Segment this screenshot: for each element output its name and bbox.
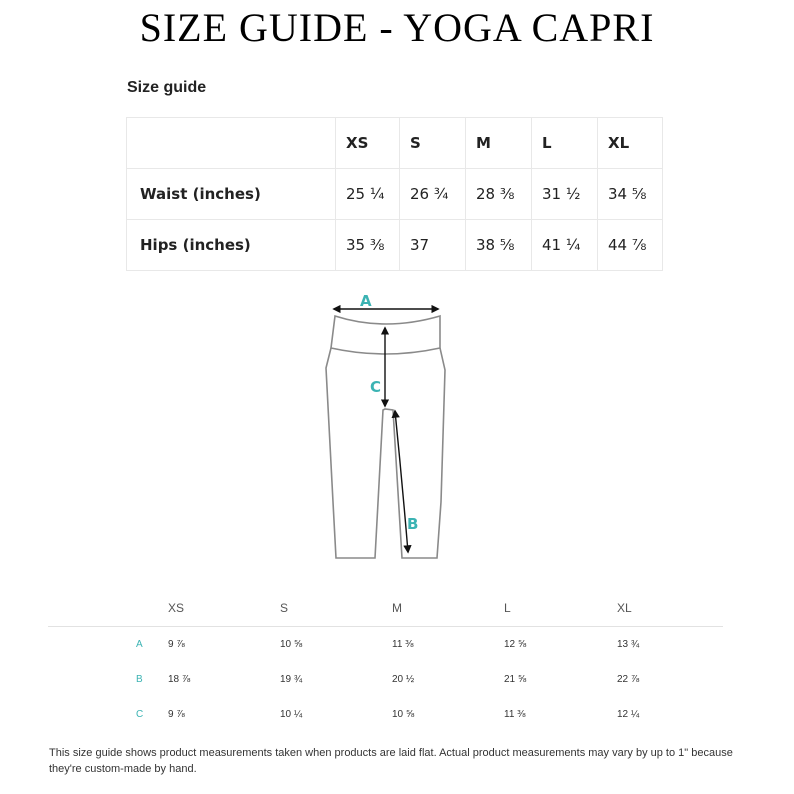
column-header: L: [504, 601, 511, 615]
table-cell: 21 ⅝: [504, 674, 527, 685]
table-cell: 12 ¼: [617, 709, 640, 720]
table-cell: 10 ⅝: [392, 709, 415, 720]
table-cell: 22 ⅞: [617, 674, 640, 685]
column-header: M: [466, 118, 532, 169]
table-cell: 26 ¾: [400, 169, 466, 220]
table-cell: 25 ¼: [336, 169, 400, 220]
size-guide-heading: Size guide: [127, 79, 207, 96]
table-cell: 34 ⅝: [598, 169, 663, 220]
column-header: S: [280, 601, 289, 615]
table-cell: 28 ⅜: [466, 169, 532, 220]
table-cell: 9 ⅞: [168, 709, 185, 720]
row-label: B: [136, 674, 143, 685]
footnote: This size guide shows product measurements taken when products are laid flat. Actual product measurements may vary by up to 1" because they're custom-made by hand.: [49, 747, 733, 775]
table-cell: 11 ⅜: [504, 709, 526, 720]
page-title: SIZE GUIDE - YOGA CAPRI: [139, 5, 655, 50]
column-header: L: [532, 118, 598, 169]
table-row: [0, 707, 794, 727]
table-cell: 37: [400, 220, 466, 271]
table-cell: 20 ½: [392, 674, 415, 685]
table-cell: 10 ⅝: [280, 639, 303, 650]
row-label: C: [136, 709, 144, 720]
row-label: A: [136, 639, 143, 650]
table-cell: 10 ¼: [280, 709, 303, 720]
column-header: S: [400, 118, 466, 169]
column-header: M: [392, 601, 402, 615]
diagram-label-b: B: [407, 515, 419, 533]
table-cell: 19 ¾: [280, 674, 303, 685]
table-cell: 9 ⅞: [168, 639, 185, 650]
table-cell: 41 ¼: [532, 220, 598, 271]
table-cell: 18 ⅞: [168, 674, 191, 685]
column-header: XS: [168, 601, 185, 615]
table-cell: 35 ⅜: [336, 220, 400, 271]
row-label: Waist (inches): [127, 169, 336, 220]
diagram-label-a: A: [360, 292, 372, 310]
column-header: XS: [336, 118, 400, 169]
table-cell: 31 ½: [532, 169, 598, 220]
table-cell: 13 ¾: [617, 639, 640, 650]
measurements-header: [0, 601, 794, 621]
table-row: [0, 672, 794, 692]
row-label: Hips (inches): [127, 220, 336, 271]
divider: [48, 626, 723, 627]
table-cell: 44 ⅞: [598, 220, 663, 271]
column-header: XL: [598, 118, 663, 169]
table-cell: 38 ⅝: [466, 220, 532, 271]
table-cell: 12 ⅝: [504, 639, 527, 650]
table-row: [0, 637, 794, 657]
column-header: XL: [617, 601, 632, 615]
table-cell: 11 ⅜: [392, 639, 414, 650]
diagram-label-c: C: [370, 378, 382, 396]
